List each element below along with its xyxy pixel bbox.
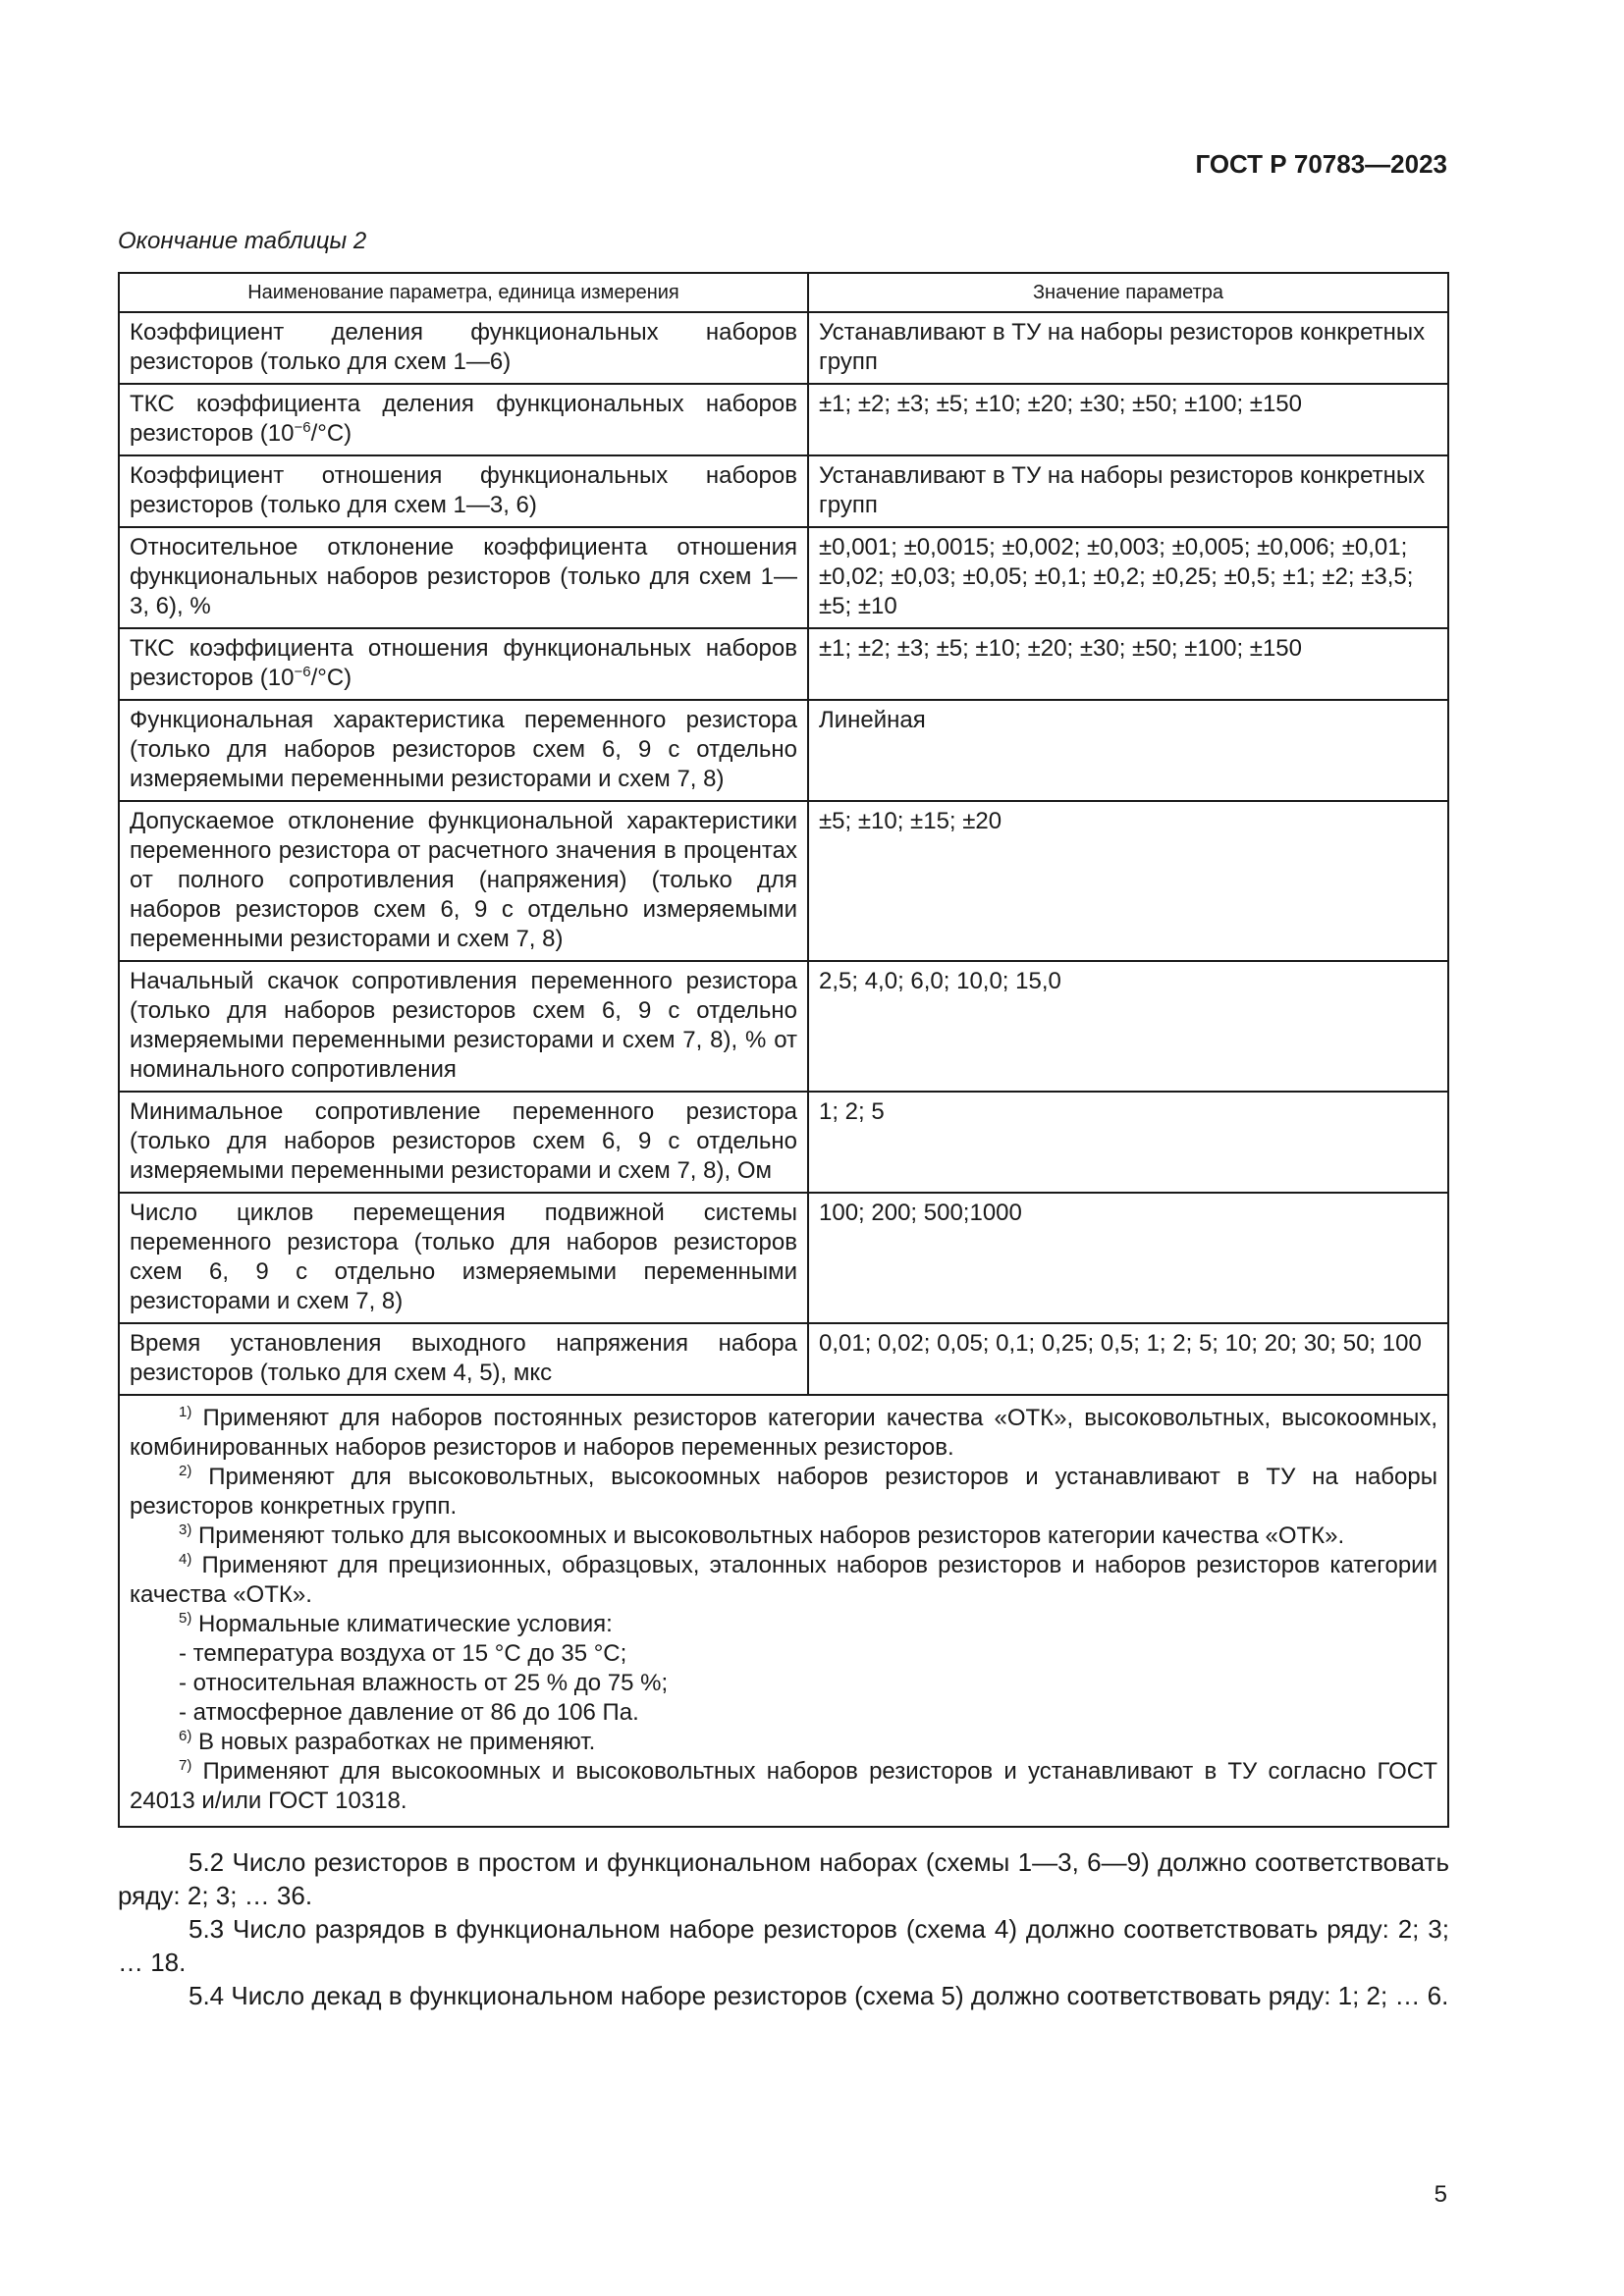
footnote-list-item: - атмосферное давление от 86 до 106 Па.: [179, 1699, 639, 1726]
footnote-text: В новых разработках не применяют.: [198, 1729, 596, 1755]
footnote: [130, 1463, 1437, 1522]
column-header-name: Наименование параметра, единица измерения: [119, 273, 808, 312]
footnote-mark: 1): [179, 1404, 192, 1420]
table-row: [119, 1323, 1448, 1395]
page-number: 5: [1434, 2181, 1447, 2208]
param-name-text: ТКС коэффициента деления функциональных наборов резисторов (10: [130, 391, 797, 447]
footnote-list-item: - температура воздуха от 15 °С до 35 °С;: [179, 1640, 627, 1667]
superscript: −6: [294, 419, 311, 436]
table-header-row: [119, 273, 1448, 312]
footnote-text: Применяют для прецизионных, образцовых, эталонных наборов резисторов и наборов резисторов категории качества «ОТК».: [130, 1552, 1437, 1608]
param-name: Относительное отклонение коэффициента отношения функциональных наборов резисторов (только для схем 1—3, 6), %: [119, 527, 808, 628]
param-name-tail: /°С): [310, 665, 352, 691]
footnote: [130, 1404, 1437, 1463]
param-value: ±5; ±10; ±15; ±20: [808, 801, 1448, 961]
param-name-text: ТКС коэффициента отношения функциональных наборов резисторов (10: [130, 635, 797, 691]
table-row: [119, 527, 1448, 628]
paragraph-5-2: 5.2 Число резисторов в простом и функциональном наборах (схемы 1—3, 6—9) должно соответствовать ряду: 2; 3; … 36.: [118, 1847, 1449, 1910]
footnote-mark: 5): [179, 1610, 192, 1627]
param-name: Допускаемое отклонение функциональной характеристики переменного резистора от расчетного значения в процентах от полного сопротивления (напряжения) (только для наборов резисторов схем 6, 9 с отдельно измеряемыми переменными резисторами и схем 7, 8): [119, 801, 808, 961]
footnote: [130, 1610, 1437, 1639]
paragraph-5-4: 5.4 Число декад в функциональном наборе резисторов (схема 5) должно соответствовать ряду: 1; 2; … 6.: [189, 1981, 1449, 2010]
table-row: [119, 801, 1448, 961]
param-name: [119, 384, 808, 455]
table-row: [119, 455, 1448, 527]
footnote-mark: 3): [179, 1522, 192, 1538]
footnote-text: Нормальные климатические условия:: [198, 1611, 613, 1637]
param-name: Коэффициент деления функциональных наборов резисторов (только для схем 1—6): [119, 312, 808, 384]
param-name: [119, 628, 808, 700]
footnote: [130, 1728, 1437, 1757]
footnote-mark: 7): [179, 1757, 192, 1774]
param-name: Функциональная характеристика переменного резистора (только для наборов резисторов схем 6, 9 с отдельно измеряемыми переменными резисторами и схем 7, 8): [119, 700, 808, 801]
param-value: 2,5; 4,0; 6,0; 10,0; 15,0: [808, 961, 1448, 1092]
table-row: [119, 1092, 1448, 1193]
param-value: 1; 2; 5: [808, 1092, 1448, 1193]
param-name: Время установления выходного напряжения набора резисторов (только для схем 4, 5), мкс: [119, 1323, 808, 1395]
footnote-mark: 4): [179, 1551, 192, 1568]
footnote-mark: 6): [179, 1728, 192, 1744]
table-notes: [119, 1395, 1448, 1827]
footnote-text: Применяют для высокоомных и высоковольтных наборов резисторов и устанавливают в ТУ согласно ГОСТ 24013 и/или ГОСТ 10318.: [130, 1758, 1438, 1814]
footnote-text: Применяют для наборов постоянных резисторов категории качества «ОТК», высоковольтных, высокоомных, комбинированных наборов резисторов и наборов переменных резисторов.: [130, 1405, 1437, 1461]
table-row: [119, 1193, 1448, 1323]
footnote-text: Применяют только для высокоомных и высоковольтных наборов резисторов категории качества «ОТК».: [198, 1522, 1345, 1549]
param-value: ±0,001; ±0,0015; ±0,002; ±0,003; ±0,005; ±0,006; ±0,01; ±0,02; ±0,03; ±0,05; ±0,1; ±0,2; ±0,25; ±0,5; ±1; ±2; ±3,5; ±5; ±10: [808, 527, 1448, 628]
footnote-mark: 2): [179, 1463, 192, 1479]
param-value: Линейная: [808, 700, 1448, 801]
footnote: [130, 1757, 1437, 1816]
document-code: ГОСТ Р 70783—2023: [1195, 149, 1447, 179]
param-name-tail: /°С): [310, 420, 352, 447]
param-value: ±1; ±2; ±3; ±5; ±10; ±20; ±30; ±50; ±100; ±150: [808, 628, 1448, 700]
param-name: Начальный скачок сопротивления переменного резистора (только для наборов резисторов схем 6, 9 с отдельно измеряемыми переменными резисторами и схем 7, 8), % от номинального сопротивления: [119, 961, 808, 1092]
superscript: −6: [294, 664, 311, 680]
footnote-list-item: - относительная влажность от 25 % до 75 %;: [179, 1670, 669, 1696]
param-name: Число циклов перемещения подвижной системы переменного резистора (только для наборов резисторов схем 6, 9 с отдельно измеряемыми переменными резисторами и схем 7, 8): [119, 1193, 808, 1323]
paragraph-5-3: 5.3 Число разрядов в функциональном наборе резисторов (схема 4) должно соответствовать ряду: 2; 3; … 18.: [118, 1914, 1449, 1977]
param-value: 100; 200; 500;1000: [808, 1193, 1448, 1323]
param-value: Устанавливают в ТУ на наборы резисторов конкретных групп: [808, 312, 1448, 384]
footnote: [130, 1522, 1437, 1551]
body-text: [118, 1845, 1449, 2012]
param-value: ±1; ±2; ±3; ±5; ±10; ±20; ±30; ±50; ±100; ±150: [808, 384, 1448, 455]
table-row: [119, 384, 1448, 455]
param-value: Устанавливают в ТУ на наборы резисторов конкретных групп: [808, 455, 1448, 527]
param-name: Коэффициент отношения функциональных наборов резисторов (только для схем 1—3, 6): [119, 455, 808, 527]
table-row: [119, 312, 1448, 384]
param-value: 0,01; 0,02; 0,05; 0,1; 0,25; 0,5; 1; 2; 5; 10; 20; 30; 50; 100: [808, 1323, 1448, 1395]
footnote: [130, 1551, 1437, 1610]
table-notes-row: [119, 1395, 1448, 1827]
footnote-text: Применяют для высоковольтных, высокоомных наборов резисторов и устанавливают в ТУ на наборы резисторов конкретных групп.: [130, 1464, 1437, 1520]
table-row: [119, 961, 1448, 1092]
table-row: [119, 700, 1448, 801]
table-caption: Окончание таблицы 2: [118, 228, 367, 254]
param-name: Минимальное сопротивление переменного резистора (только для наборов резисторов схем 6, 9 с отдельно измеряемыми переменными резисторами и схем 7, 8), Ом: [119, 1092, 808, 1193]
table-row: [119, 628, 1448, 700]
parameters-table: [118, 272, 1449, 1828]
column-header-value: Значение параметра: [808, 273, 1448, 312]
